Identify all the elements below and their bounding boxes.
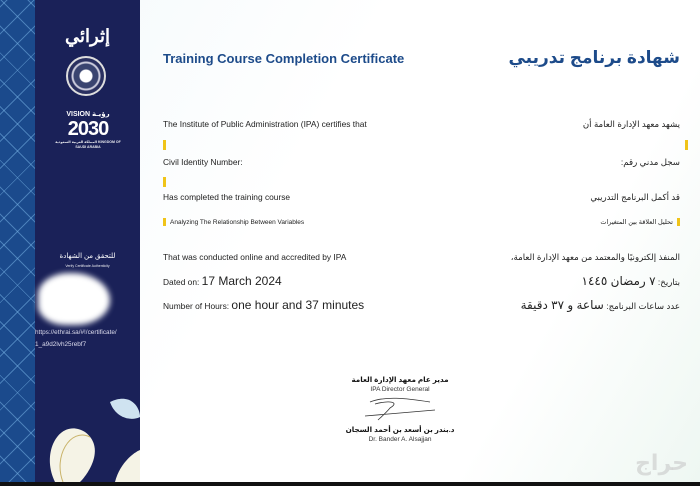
- ipa-seal-icon: [66, 56, 106, 96]
- dated-row: [163, 274, 680, 288]
- dated-value-ar: ٧ رمضان ١٤٤٥: [581, 274, 656, 288]
- civil-id-row: [163, 157, 680, 168]
- dated-label-en: Dated on:: [163, 277, 200, 287]
- hours-row: [163, 298, 680, 312]
- completed-ar: قد أكمل البرنامج التدريبي: [590, 192, 680, 202]
- course-row: [163, 218, 680, 226]
- certifies-ar: يشهد معهد الإدارة العامة أن: [582, 119, 680, 129]
- civil-id-label-ar: سجل مدني رقم:: [620, 157, 680, 167]
- civil-id-label-en: Civil Identity Number:: [163, 157, 243, 167]
- vision-sub: المملكة العربية السعودية KINGDOM OF SAUDI ARABIA: [55, 140, 121, 149]
- verify-url-link[interactable]: https://ethrai.sa/#!/certificate/: [35, 329, 117, 336]
- conducted-ar: المنفذ إلكترونيًا والمعتمد من معهد الإدارة العامة،: [510, 252, 680, 262]
- holder-name-en-redacted: [163, 140, 166, 150]
- conducted-en: That was conducted online and accredited by IPA: [163, 252, 347, 262]
- signer-title-ar: مدير عام معهد الإدارة العامة: [351, 375, 449, 384]
- signature-image: [360, 394, 440, 422]
- title-en: Training Course Completion Certificate: [163, 50, 405, 66]
- decorative-pattern-strip: [0, 0, 35, 482]
- vision-2030-logo: [55, 110, 121, 150]
- dated-label-ar: بتاريخ:: [657, 277, 680, 287]
- conducted-row: [163, 252, 680, 263]
- hours-value-ar: ساعة و ٣٧ دقيقة: [520, 298, 604, 312]
- certifies-row: [163, 119, 680, 130]
- hours-value-en: one hour and 37 minutes: [231, 298, 365, 312]
- decorative-shapes: [35, 392, 140, 482]
- vision-label: VISION رؤيـة: [66, 111, 110, 118]
- course-ar-cell: [600, 218, 680, 226]
- course-name-ar: تحليل العلاقة بين المتغيرات: [600, 219, 673, 226]
- signature-block: [330, 375, 470, 444]
- signer-name-en: Dr. Bander A. Alsajjan: [368, 436, 432, 443]
- hours-label-ar: عدد ساعات البرنامج:: [606, 301, 680, 311]
- completed-en: Has completed the training course: [163, 192, 291, 202]
- title-ar: شهادة برنامج تدريبي: [508, 48, 680, 67]
- completed-row: [163, 192, 680, 203]
- haraj-watermark: حراج: [635, 450, 688, 475]
- civil-id-redacted: [163, 177, 166, 187]
- hours-label-en: Number of Hours:: [163, 301, 230, 311]
- title-row: [163, 48, 680, 68]
- course-name-en: Analyzing The Relationship Between Variables: [170, 218, 305, 226]
- verify-section: [35, 252, 140, 349]
- dated-value-en: 17 March 2024: [201, 274, 282, 288]
- vision-year: 2030: [67, 118, 109, 140]
- signer-title-en: IPA Director General: [370, 386, 430, 393]
- verify-label-ar: للتحقق من الشهادة: [59, 253, 116, 260]
- ithrai-logo: إثرائي: [65, 26, 110, 47]
- verify-label-en: Verify Certificate Authenticity: [65, 264, 110, 268]
- holder-name-ar-redacted: [685, 140, 688, 150]
- course-en-cell: [163, 218, 304, 226]
- qr-code-redacted: [38, 273, 110, 325]
- signer-name-ar: د.بندر بن أسعد بن أحمد السجان: [345, 425, 455, 434]
- certificate-code: 1_a9d2lvh25rebf7: [35, 341, 87, 348]
- course-marker-en: [163, 218, 166, 226]
- course-marker-ar: [677, 218, 680, 226]
- certifies-en: The Institute of Public Administration (IPA) certifies that: [163, 119, 367, 129]
- bottom-border: [0, 482, 700, 486]
